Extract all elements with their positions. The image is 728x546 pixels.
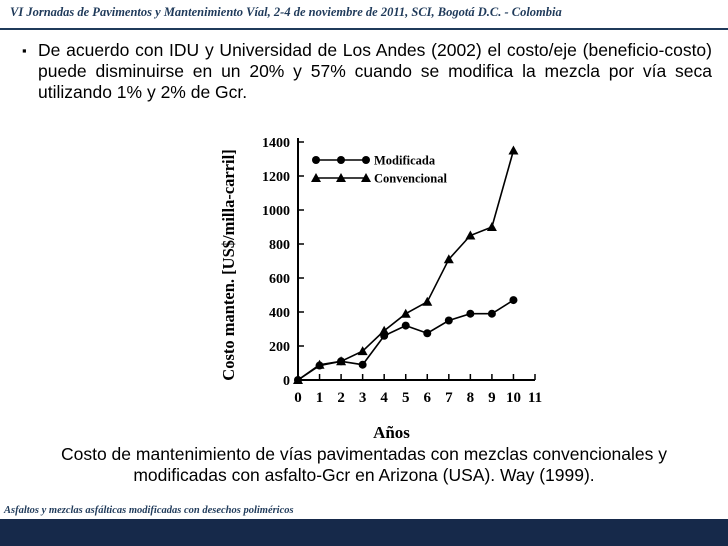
data-point-convencional (487, 222, 497, 231)
y-tick-label: 1400 (262, 136, 290, 151)
figure-caption: Costo de mantenimiento de vías pavimentadas con mezclas convencionales y modificadas con asfalto-Gcr en Arizona (USA). Way (1999). (60, 444, 668, 485)
y-tick-label: 400 (269, 306, 290, 321)
x-tick-label: 4 (380, 390, 388, 406)
header-title: VI Jornadas de Pavimentos y Mantenimiento Víal, 2-4 de noviembre de 2011, SCI, Bogotá D.C. - Colombia (10, 5, 562, 19)
x-tick-label: 6 (423, 390, 432, 406)
x-tick-label: 8 (466, 390, 475, 406)
y-tick-label: 200 (269, 340, 290, 355)
x-tick-label: 5 (401, 390, 410, 406)
y-tick-label: 1200 (262, 170, 290, 185)
x-axis-title: Años (373, 423, 410, 442)
legend-label-modificada: Modificada (374, 153, 436, 168)
y-tick-label: 0 (283, 374, 290, 389)
data-point-convencional (401, 309, 411, 318)
data-point-modificada (423, 329, 431, 337)
bullet-marker-icon: ▪ (22, 43, 27, 58)
legend-marker-modificada (362, 156, 370, 164)
x-tick-label: 0 (294, 390, 302, 406)
chart-container (210, 118, 555, 448)
data-point-modificada (509, 296, 517, 304)
legend-marker-modificada (337, 156, 345, 164)
data-point-modificada (359, 361, 367, 369)
x-tick-label: 10 (505, 390, 521, 406)
x-tick-label: 7 (445, 390, 453, 406)
y-tick-label: 1000 (262, 204, 290, 219)
footer-text: Asfaltos y mezclas asfálticas modificadas con desechos poliméricos (4, 505, 294, 516)
bullet-point (22, 40, 712, 103)
maintenance-cost-chart (210, 118, 555, 448)
data-point-modificada (488, 310, 496, 318)
x-tick-label: 9 (488, 390, 496, 406)
x-tick-label: 2 (337, 390, 345, 406)
data-point-convencional (422, 297, 432, 306)
y-tick-label: 600 (269, 272, 290, 287)
data-point-modificada (445, 317, 453, 325)
x-tick-label: 11 (527, 390, 543, 406)
legend-marker-modificada (312, 156, 320, 164)
slide-header (0, 0, 728, 30)
data-point-convencional (465, 231, 475, 240)
footer-bar (0, 519, 728, 546)
x-tick-label: 3 (358, 390, 367, 406)
x-tick-label: 1 (315, 390, 324, 406)
y-axis-title: Costo manten. [US$/milla-carril] (219, 149, 238, 381)
data-point-modificada (466, 310, 474, 318)
data-point-modificada (402, 322, 410, 330)
y-tick-label: 800 (269, 238, 290, 253)
bullet-text: De acuerdo con IDU y Universidad de Los Andes (2002) el costo/eje (beneficio-costo) puede disminuirse en un 20% y 57% cuando se modifica la mezcla por vía seca utilizando 1% y 2% de Gcr. (38, 40, 712, 102)
data-point-convencional (508, 146, 518, 155)
legend-label-convencional: Convencional (374, 171, 447, 186)
